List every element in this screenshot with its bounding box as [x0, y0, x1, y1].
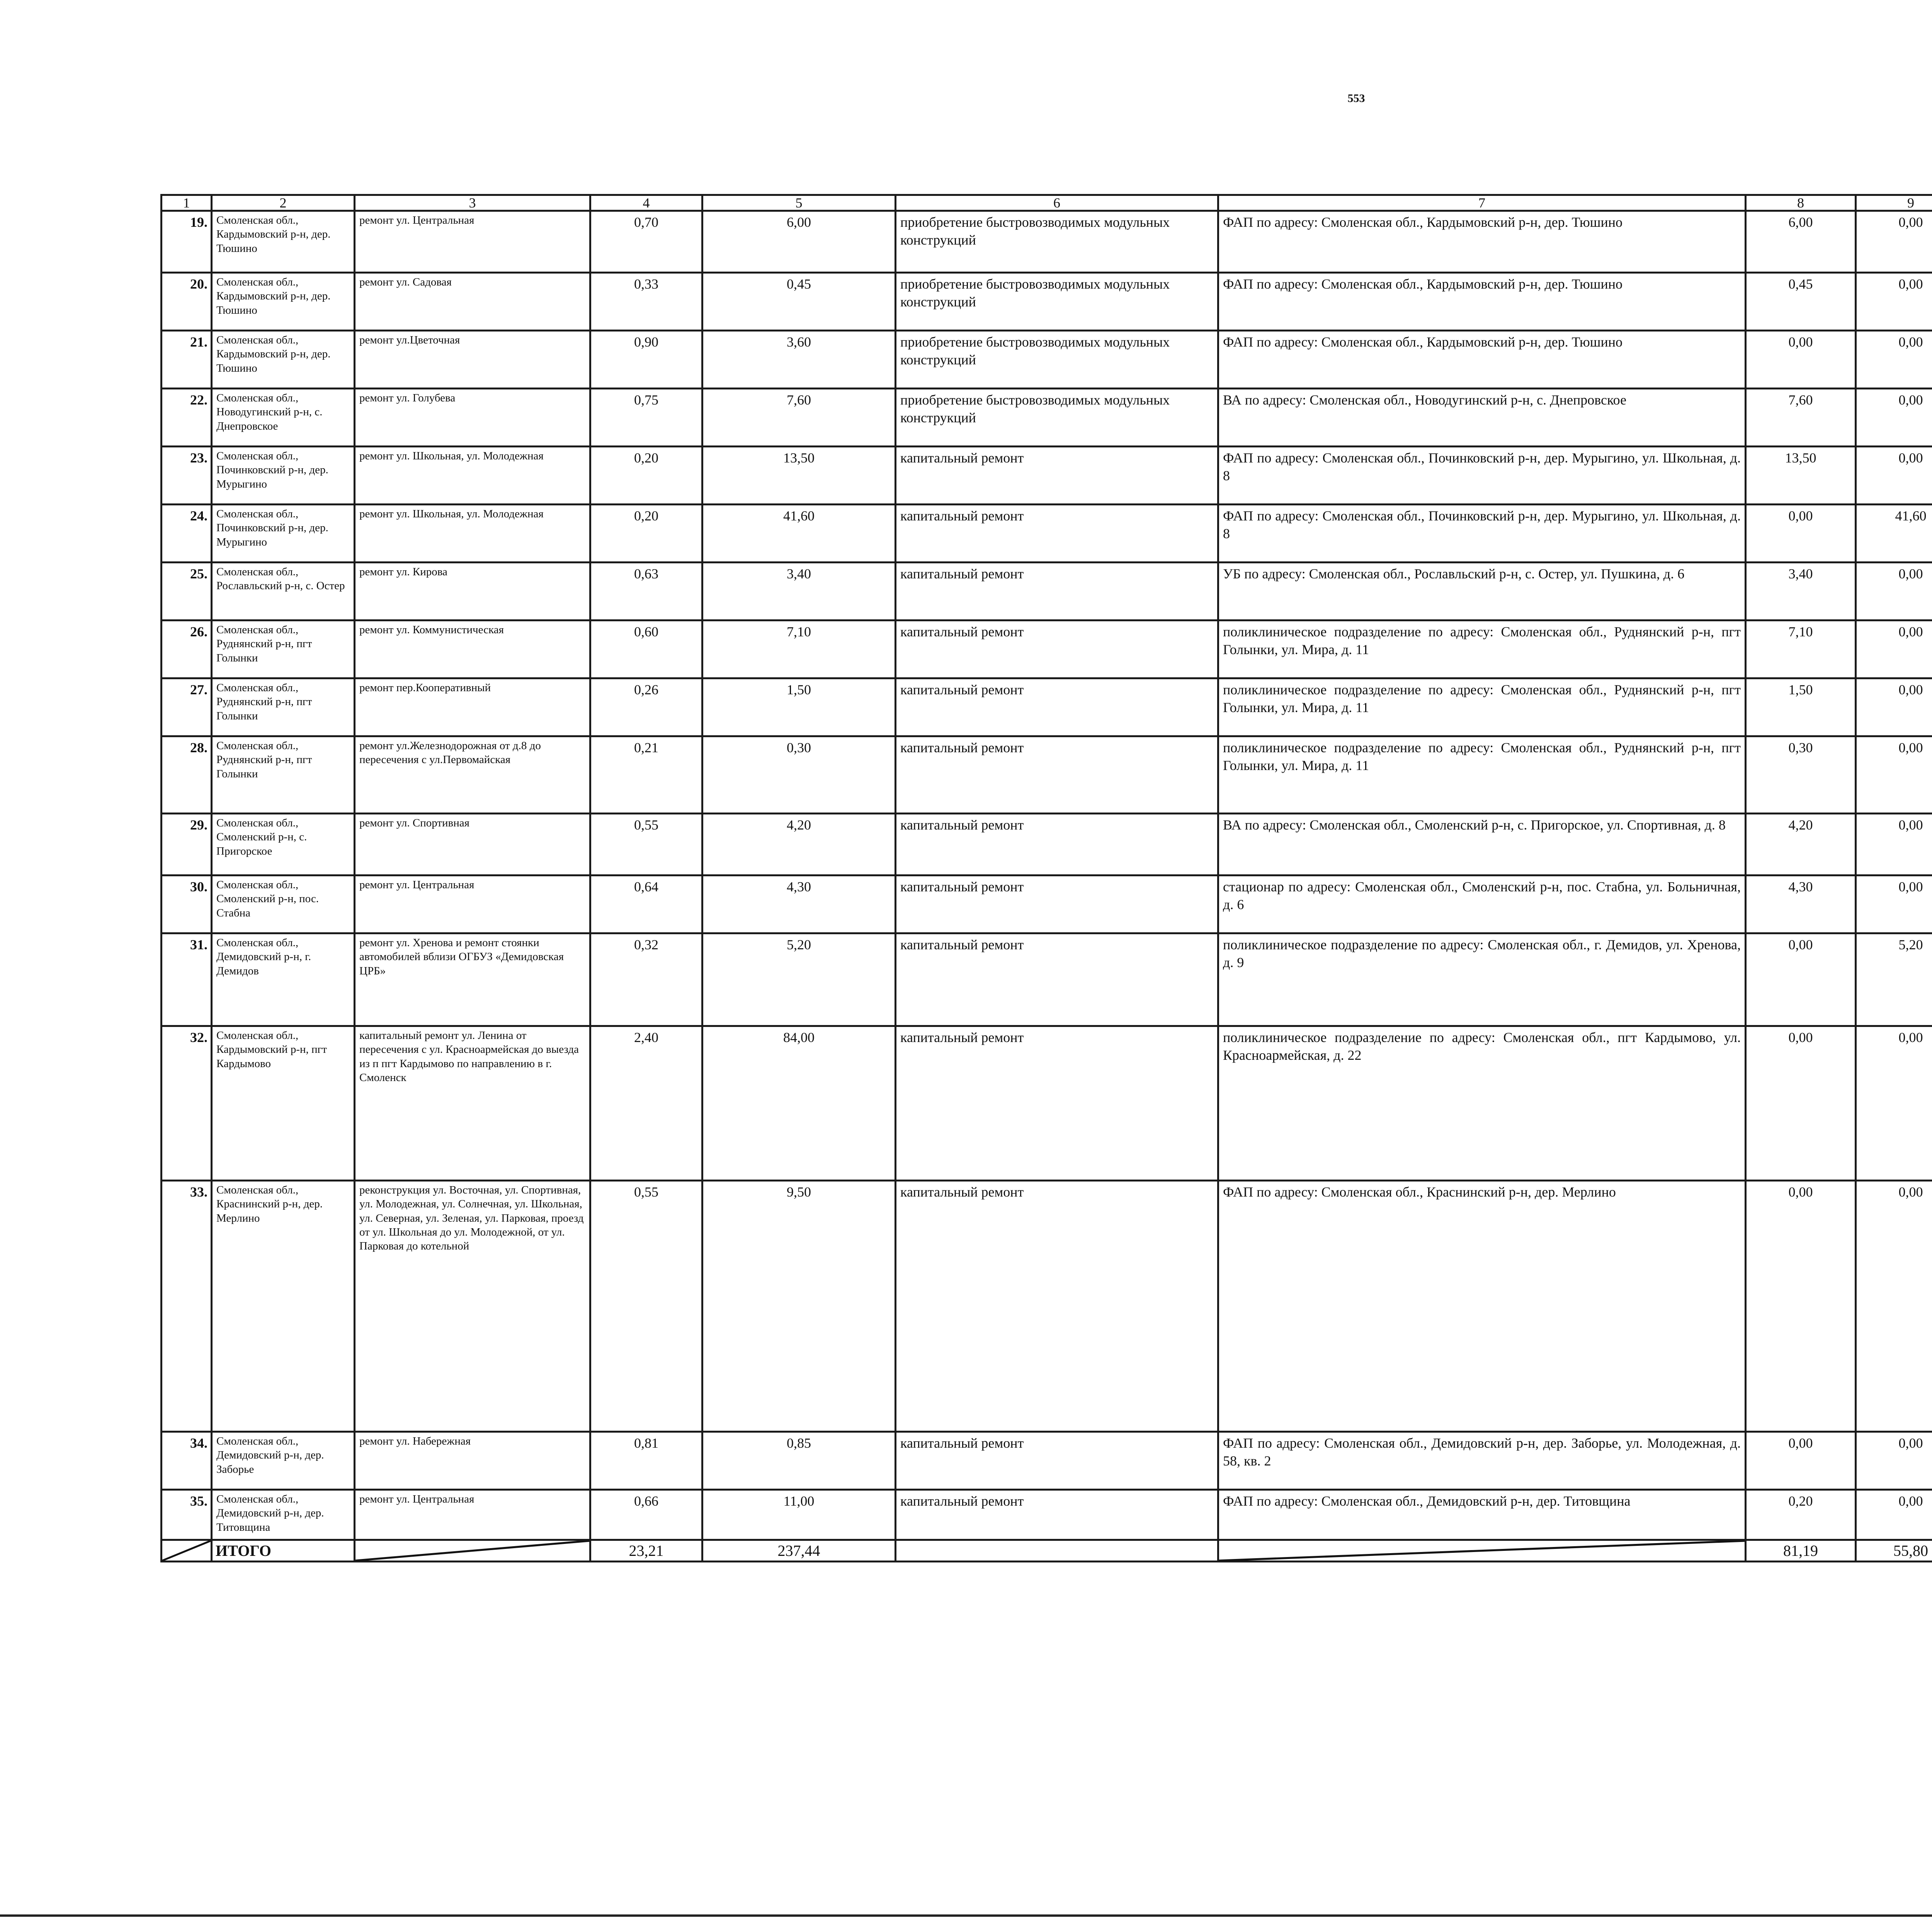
total-value-c4: 23,21 [590, 1540, 702, 1562]
row-number: 29. [162, 814, 212, 876]
table-row [162, 1026, 1932, 1181]
value-cell-c9: 0,00 [1856, 1490, 1932, 1540]
total-value-c9: 55,80 [1856, 1540, 1932, 1562]
value-cell-c5: 84,00 [702, 1026, 896, 1181]
region-cell: Смоленская обл., Рославльский р-н, с. Остер [212, 563, 355, 620]
value-cell-c8: 7,60 [1746, 389, 1856, 447]
facility-cell: ФАП по адресу: Смоленская обл., Демидовский р-н, дер. Заборье, ул. Молодежная, д. 58, кв. 2 [1218, 1432, 1746, 1490]
table-row [162, 736, 1932, 814]
value-cell-c9: 41,60 [1856, 505, 1932, 563]
work-cell: ремонт ул. Набережная [355, 1432, 590, 1490]
region-cell: Смоленская обл., Кардымовский р-н, дер. Тюшино [212, 273, 355, 331]
column-header: 4 [590, 195, 702, 211]
work-type-cell: капитальный ремонт [896, 933, 1218, 1026]
row-number: 33. [162, 1181, 212, 1432]
row-number: 22. [162, 389, 212, 447]
table-row [162, 505, 1932, 563]
value-cell-c9: 0,00 [1856, 1432, 1932, 1490]
work-type-cell: приобретение быстровозводимых модульных конструкций [896, 273, 1218, 331]
value-cell-c8: 4,20 [1746, 814, 1856, 876]
value-cell-c8: 0,00 [1746, 933, 1856, 1026]
work-type-cell: приобретение быстровозводимых модульных конструкций [896, 211, 1218, 273]
work-type-cell: приобретение быстровозводимых модульных конструкций [896, 389, 1218, 447]
value-cell-c9: 0,00 [1856, 447, 1932, 505]
work-type-cell: приобретение быстровозводимых модульных конструкций [896, 331, 1218, 389]
work-type-cell: капитальный ремонт [896, 1026, 1218, 1181]
region-cell: Смоленская обл., Руднянский р-н, пгт Голынки [212, 620, 355, 678]
value-cell-c9: 0,00 [1856, 389, 1932, 447]
value-cell-c4: 0,20 [590, 447, 702, 505]
work-type-cell: капитальный ремонт [896, 505, 1218, 563]
value-cell-c5: 0,30 [702, 736, 896, 814]
facility-cell: ФАП по адресу: Смоленская обл., Кардымовский р-н, дер. Тюшино [1218, 331, 1746, 389]
work-cell: ремонт ул. Школьная, ул. Молодежная [355, 447, 590, 505]
table-row [162, 273, 1932, 331]
table-row [162, 331, 1932, 389]
work-type-cell: капитальный ремонт [896, 876, 1218, 933]
diagonal-line-icon [1219, 1541, 1745, 1561]
value-cell-c5: 0,45 [702, 273, 896, 331]
work-cell: ремонт ул. Кирова [355, 563, 590, 620]
work-type-cell: капитальный ремонт [896, 1490, 1218, 1540]
region-cell: Смоленская обл., Кардымовский р-н, дер. Тюшино [212, 211, 355, 273]
value-cell-c5: 0,85 [702, 1432, 896, 1490]
value-cell-c5: 5,20 [702, 933, 896, 1026]
diagonal-line-icon [162, 1541, 211, 1561]
region-cell: Смоленская обл., Починковский р-н, дер. Мурыгино [212, 505, 355, 563]
work-type-cell: капитальный ремонт [896, 1432, 1218, 1490]
value-cell-c8: 6,00 [1746, 211, 1856, 273]
table-row [162, 389, 1932, 447]
value-cell-c9: 0,00 [1856, 678, 1932, 736]
value-cell-c4: 0,21 [590, 736, 702, 814]
region-cell: Смоленская обл., Руднянский р-н, пгт Голынки [212, 736, 355, 814]
work-cell: капитальный ремонт ул. Ленина от пересечения с ул. Красноармейская до выезда из п пгт Кардымово по направлению в г. Смоленск [355, 1026, 590, 1181]
value-cell-c8: 0,45 [1746, 273, 1856, 331]
table-row [162, 447, 1932, 505]
row-number: 30. [162, 876, 212, 933]
scan-edge-line [0, 1914, 1932, 1917]
table-row [162, 211, 1932, 273]
value-cell-c8: 0,00 [1746, 505, 1856, 563]
region-cell: Смоленская обл., Демидовский р-н, дер. Титовщина [212, 1490, 355, 1540]
column-header: 5 [702, 195, 896, 211]
facility-cell: ФАП по адресу: Смоленская обл., Краснинский р-н, дер. Мерлино [1218, 1181, 1746, 1432]
value-cell-c9: 0,00 [1856, 1026, 1932, 1181]
value-cell-c4: 2,40 [590, 1026, 702, 1181]
region-cell: Смоленская обл., Смоленский р-н, пос. Стабна [212, 876, 355, 933]
row-number: 32. [162, 1026, 212, 1181]
value-cell-c8: 0,30 [1746, 736, 1856, 814]
value-cell-c4: 0,20 [590, 505, 702, 563]
work-type-cell: капитальный ремонт [896, 1181, 1218, 1432]
row-number: 20. [162, 273, 212, 331]
work-cell: ремонт ул. Хренова и ремонт стоянки автомобилей вблизи ОГБУЗ «Демидовская ЦРБ» [355, 933, 590, 1026]
region-cell: Смоленская обл., Демидовский р-н, г. Демидов [212, 933, 355, 1026]
value-cell-c5: 1,50 [702, 678, 896, 736]
facility-cell: ФАП по адресу: Смоленская обл., Демидовский р-н, дер. Титовщина [1218, 1490, 1746, 1540]
work-cell: реконструкция ул. Восточная, ул. Спортивная, ул. Молодежная, ул. Солнечная, ул. Школьная, ул. Северная, ул. Зеленая, ул. Парковая, проезд от ул. Школьная до ул. Молодежной, от ул. Парковая до котельной [355, 1181, 590, 1432]
diagonal-line-icon [355, 1541, 589, 1561]
facility-cell: ФАП по адресу: Смоленская обл., Починковский р-н, дер. Мурыгино, ул. Школьная, д. 8 [1218, 447, 1746, 505]
region-cell: Смоленская обл., Кардымовский р-н, пгт Кардымово [212, 1026, 355, 1181]
column-header: 7 [1218, 195, 1746, 211]
value-cell-c4: 0,66 [590, 1490, 702, 1540]
table-row [162, 563, 1932, 620]
value-cell-c8: 13,50 [1746, 447, 1856, 505]
value-cell-c8: 0,00 [1746, 1026, 1856, 1181]
region-cell: Смоленская обл., Починковский р-н, дер. Мурыгино [212, 447, 355, 505]
facility-cell: стационар по адресу: Смоленская обл., Смоленский р-н, пос. Стабна, ул. Больничная, д. 6 [1218, 876, 1746, 933]
region-cell: Смоленская обл., Руднянский р-н, пгт Голынки [212, 678, 355, 736]
value-cell-c8: 3,40 [1746, 563, 1856, 620]
work-cell: ремонт ул. Коммунистическая [355, 620, 590, 678]
table-row [162, 814, 1932, 876]
facility-cell: поликлиническое подразделение по адресу: Смоленская обл., пгт Кардымово, ул. Красноармейская, д. 22 [1218, 1026, 1746, 1181]
value-cell-c4: 0,64 [590, 876, 702, 933]
total-slash-cell [355, 1540, 590, 1562]
row-number: 35. [162, 1490, 212, 1540]
work-type-cell: капитальный ремонт [896, 814, 1218, 876]
value-cell-c9: 0,00 [1856, 1181, 1932, 1432]
value-cell-c5: 11,00 [702, 1490, 896, 1540]
facility-cell: ФАП по адресу: Смоленская обл., Кардымовский р-н, дер. Тюшино [1218, 211, 1746, 273]
table-row [162, 1490, 1932, 1540]
column-header: 9 [1856, 195, 1932, 211]
table-row [162, 933, 1932, 1026]
value-cell-c4: 0,55 [590, 814, 702, 876]
column-header: 1 [162, 195, 212, 211]
value-cell-c9: 0,00 [1856, 273, 1932, 331]
value-cell-c5: 13,50 [702, 447, 896, 505]
value-cell-c5: 4,20 [702, 814, 896, 876]
data-table [160, 194, 1932, 1562]
work-cell: ремонт ул. Голубева [355, 389, 590, 447]
value-cell-c5: 6,00 [702, 211, 896, 273]
value-cell-c8: 0,20 [1746, 1490, 1856, 1540]
work-cell: ремонт ул. Центральная [355, 1490, 590, 1540]
value-cell-c9: 0,00 [1856, 814, 1932, 876]
column-header: 8 [1746, 195, 1856, 211]
value-cell-c9: 0,00 [1856, 563, 1932, 620]
value-cell-c8: 4,30 [1746, 876, 1856, 933]
region-cell: Смоленская обл., Смоленский р-н, с. Пригорское [212, 814, 355, 876]
work-cell: ремонт ул. Школьная, ул. Молодежная [355, 505, 590, 563]
facility-cell: поликлиническое подразделение по адресу: Смоленская обл., г. Демидов, ул. Хренова, д. 9 [1218, 933, 1746, 1026]
table-row [162, 1432, 1932, 1490]
facility-cell: УБ по адресу: Смоленская обл., Рославльский р-н, с. Остер, ул. Пушкина, д. 6 [1218, 563, 1746, 620]
total-slash-cell [162, 1540, 212, 1562]
value-cell-c8: 7,10 [1746, 620, 1856, 678]
region-cell: Смоленская обл., Кардымовский р-н, дер. Тюшино [212, 331, 355, 389]
work-type-cell: капитальный ремонт [896, 736, 1218, 814]
row-number: 27. [162, 678, 212, 736]
total-slash-cell [1218, 1540, 1746, 1562]
facility-cell: ФАП по адресу: Смоленская обл., Починковский р-н, дер. Мурыгино, ул. Школьная, д. 8 [1218, 505, 1746, 563]
row-number: 25. [162, 563, 212, 620]
row-number: 19. [162, 211, 212, 273]
work-type-cell: капитальный ремонт [896, 678, 1218, 736]
work-type-cell: капитальный ремонт [896, 620, 1218, 678]
work-cell: ремонт ул. Садовая [355, 273, 590, 331]
value-cell-c5: 3,60 [702, 331, 896, 389]
value-cell-c5: 4,30 [702, 876, 896, 933]
region-cell: Смоленская обл., Новодугинский р-н, с. Днепровское [212, 389, 355, 447]
table-row [162, 876, 1932, 933]
value-cell-c5: 7,10 [702, 620, 896, 678]
work-cell: ремонт пер.Кооперативный [355, 678, 590, 736]
work-cell: ремонт ул. Центральная [355, 876, 590, 933]
row-number: 26. [162, 620, 212, 678]
row-number: 21. [162, 331, 212, 389]
value-cell-c4: 0,55 [590, 1181, 702, 1432]
facility-cell: ФАП по адресу: Смоленская обл., Кардымовский р-н, дер. Тюшино [1218, 273, 1746, 331]
value-cell-c4: 0,75 [590, 389, 702, 447]
total-value-c5: 237,44 [702, 1540, 896, 1562]
work-cell: ремонт ул.Железнодорожная от д.8 до пересечения с ул.Первомайская [355, 736, 590, 814]
value-cell-c4: 0,70 [590, 211, 702, 273]
value-cell-c4: 0,33 [590, 273, 702, 331]
value-cell-c4: 0,90 [590, 331, 702, 389]
value-cell-c8: 1,50 [1746, 678, 1856, 736]
total-row [162, 1540, 1932, 1562]
value-cell-c9: 0,00 [1856, 331, 1932, 389]
table-row [162, 620, 1932, 678]
value-cell-c4: 0,81 [590, 1432, 702, 1490]
total-label: ИТОГО [212, 1540, 355, 1562]
work-cell: ремонт ул. Центральная [355, 211, 590, 273]
table-row [162, 1181, 1932, 1432]
column-number-row [162, 195, 1932, 211]
value-cell-c9: 0,00 [1856, 620, 1932, 678]
work-type-cell: капитальный ремонт [896, 447, 1218, 505]
work-cell: ремонт ул. Спортивная [355, 814, 590, 876]
value-cell-c4: 0,63 [590, 563, 702, 620]
value-cell-c9: 0,00 [1856, 211, 1932, 273]
column-header: 6 [896, 195, 1218, 211]
column-header: 2 [212, 195, 355, 211]
facility-cell: ВА по адресу: Смоленская обл., Смоленский р-н, с. Пригорское, ул. Спортивная, д. 8 [1218, 814, 1746, 876]
work-cell: ремонт ул.Цветочная [355, 331, 590, 389]
value-cell-c5: 9,50 [702, 1181, 896, 1432]
value-cell-c8: 0,00 [1746, 1432, 1856, 1490]
row-number: 31. [162, 933, 212, 1026]
value-cell-c4: 0,26 [590, 678, 702, 736]
value-cell-c5: 41,60 [702, 505, 896, 563]
value-cell-c4: 0,32 [590, 933, 702, 1026]
value-cell-c9: 0,00 [1856, 736, 1932, 814]
row-number: 23. [162, 447, 212, 505]
column-header: 3 [355, 195, 590, 211]
value-cell-c4: 0,60 [590, 620, 702, 678]
work-type-cell: капитальный ремонт [896, 563, 1218, 620]
total-value-c8: 81,19 [1746, 1540, 1856, 1562]
value-cell-c8: 0,00 [1746, 331, 1856, 389]
facility-cell: поликлиническое подразделение по адресу: Смоленская обл., Руднянский р-н, пгт Голынки, ул. Мира, д. 11 [1218, 620, 1746, 678]
page-number: 553 [1347, 92, 1365, 105]
value-cell-c5: 3,40 [702, 563, 896, 620]
row-number: 24. [162, 505, 212, 563]
facility-cell: поликлиническое подразделение по адресу: Смоленская обл., Руднянский р-н, пгт Голынки, ул. Мира, д. 11 [1218, 678, 1746, 736]
region-cell: Смоленская обл., Демидовский р-н, дер. Заборье [212, 1432, 355, 1490]
row-number: 28. [162, 736, 212, 814]
value-cell-c5: 7,60 [702, 389, 896, 447]
table-row [162, 678, 1932, 736]
region-cell: Смоленская обл., Краснинский р-н, дер. Мерлино [212, 1181, 355, 1432]
facility-cell: поликлиническое подразделение по адресу: Смоленская обл., Руднянский р-н, пгт Голынки, ул. Мира, д. 11 [1218, 736, 1746, 814]
value-cell-c8: 0,00 [1746, 1181, 1856, 1432]
row-number: 34. [162, 1432, 212, 1490]
value-cell-c9: 5,20 [1856, 933, 1932, 1026]
value-cell-c9: 0,00 [1856, 876, 1932, 933]
facility-cell: ВА по адресу: Смоленская обл., Новодугинский р-н, с. Днепровское [1218, 389, 1746, 447]
total-empty-cell [896, 1540, 1218, 1562]
